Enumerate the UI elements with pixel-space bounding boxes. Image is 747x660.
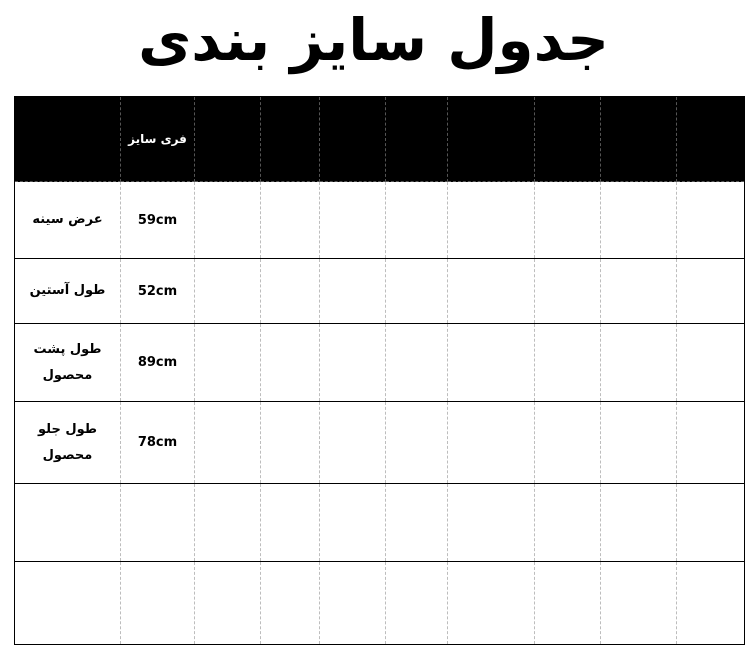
empty-cell <box>261 324 320 402</box>
empty-cell <box>195 259 261 324</box>
header-cell-empty <box>386 97 448 182</box>
empty-cell <box>386 484 448 562</box>
empty-cell <box>448 324 535 402</box>
empty-cell <box>261 182 320 259</box>
empty-cell <box>386 402 448 484</box>
empty-cell <box>601 484 677 562</box>
header-cell-label <box>15 97 121 182</box>
header-cell-empty <box>195 97 261 182</box>
row-label-text: عرض سینه <box>32 212 103 227</box>
row-label <box>15 562 121 645</box>
empty-cell <box>448 259 535 324</box>
empty-cell <box>601 324 677 402</box>
empty-cell <box>677 402 745 484</box>
empty-cell <box>320 324 386 402</box>
row-label <box>15 324 121 402</box>
row-label <box>15 259 121 324</box>
header-cell-empty <box>261 97 320 182</box>
empty-cell <box>261 562 320 645</box>
empty-cell <box>386 259 448 324</box>
row-label-text: طول آستین <box>29 283 106 298</box>
empty-cell <box>448 562 535 645</box>
empty-cell <box>448 182 535 259</box>
empty-cell <box>601 259 677 324</box>
empty-cell <box>677 259 745 324</box>
empty-cell <box>320 259 386 324</box>
row-label <box>15 182 121 259</box>
size-chart-table <box>14 96 744 643</box>
row-label-text: طول پشت محصول <box>33 341 102 383</box>
table-row <box>15 484 745 562</box>
empty-cell <box>320 562 386 645</box>
empty-cell <box>386 562 448 645</box>
header-cell-empty <box>535 97 601 182</box>
row-label <box>15 484 121 562</box>
empty-cell <box>448 402 535 484</box>
empty-cell <box>261 402 320 484</box>
row-value: 59cm <box>121 182 195 259</box>
empty-cell <box>261 259 320 324</box>
page-title: جدول سایز بندی <box>138 6 609 74</box>
table-row <box>15 324 745 402</box>
row-value: 89cm <box>121 324 195 402</box>
empty-cell <box>601 562 677 645</box>
empty-cell <box>386 182 448 259</box>
empty-cell <box>535 324 601 402</box>
size-table <box>14 96 745 645</box>
empty-cell <box>601 182 677 259</box>
empty-cell <box>261 484 320 562</box>
row-value <box>121 562 195 645</box>
row-value <box>121 484 195 562</box>
empty-cell <box>195 402 261 484</box>
header-cell-empty <box>601 97 677 182</box>
header-cell-empty <box>448 97 535 182</box>
row-label <box>15 402 121 484</box>
empty-cell <box>386 324 448 402</box>
empty-cell <box>677 562 745 645</box>
empty-cell <box>535 259 601 324</box>
table-row <box>15 182 745 259</box>
empty-cell <box>320 182 386 259</box>
table-row <box>15 562 745 645</box>
empty-cell <box>448 484 535 562</box>
header-cell-free-size: فری سایز <box>121 97 195 182</box>
empty-cell <box>677 324 745 402</box>
empty-cell <box>535 562 601 645</box>
empty-cell <box>535 402 601 484</box>
header-cell-empty <box>320 97 386 182</box>
empty-cell <box>535 484 601 562</box>
empty-cell <box>320 402 386 484</box>
empty-cell <box>677 182 745 259</box>
empty-cell <box>195 484 261 562</box>
table-header-row <box>15 97 745 182</box>
row-value: 52cm <box>121 259 195 324</box>
empty-cell <box>195 324 261 402</box>
empty-cell <box>677 484 745 562</box>
empty-cell <box>320 484 386 562</box>
empty-cell <box>601 402 677 484</box>
empty-cell <box>195 562 261 645</box>
header-cell-empty <box>677 97 745 182</box>
row-value: 78cm <box>121 402 195 484</box>
table-row <box>15 402 745 484</box>
row-label-text: طول جلو محصول <box>37 421 98 463</box>
table-row <box>15 259 745 324</box>
empty-cell <box>535 182 601 259</box>
empty-cell <box>195 182 261 259</box>
